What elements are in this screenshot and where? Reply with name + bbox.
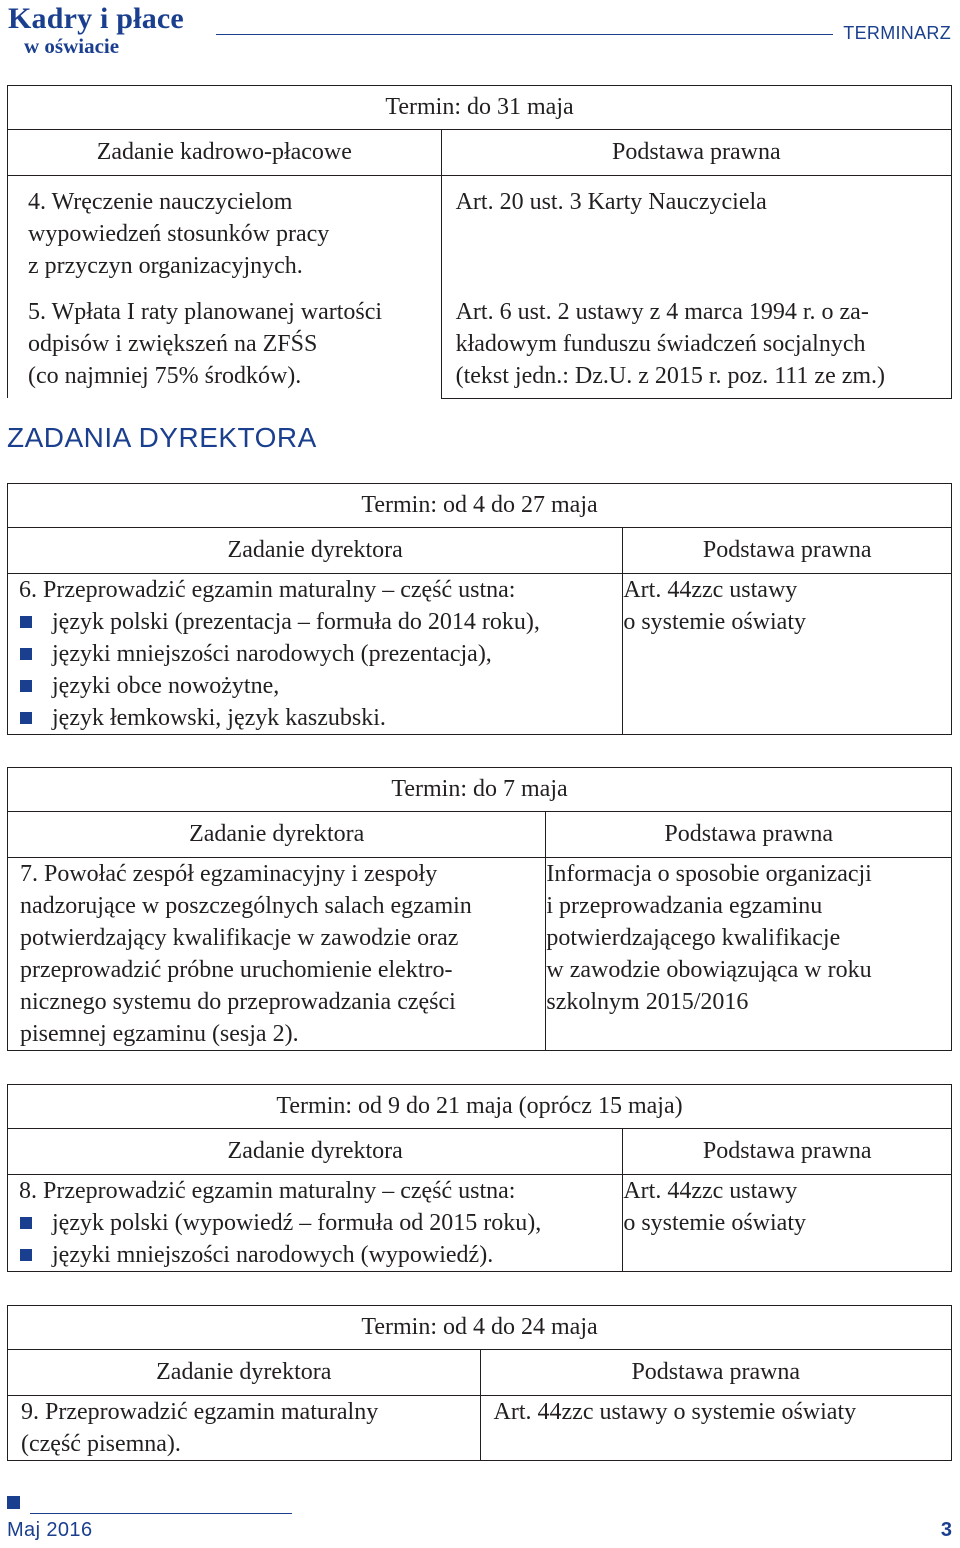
task-line: potwierdzający kwalifikacje w zawodzie oraz	[20, 925, 459, 951]
page-number: 3	[940, 1519, 952, 1541]
legal-basis-cell	[546, 858, 952, 1051]
task-line: 4. Wręczenie nauczycielom	[28, 189, 293, 215]
column-header-legal-basis: Podstawa prawna	[623, 1129, 952, 1175]
legal-basis-line: o systemie oświaty	[623, 1210, 806, 1236]
task-line: nicznego systemu do przeprowadzania części	[20, 989, 456, 1015]
header-rule	[216, 34, 833, 35]
footer-rule	[30, 1513, 292, 1514]
column-header-task: Zadanie dyrektora	[8, 1129, 623, 1175]
column-header-legal-basis: Podstawa prawna	[441, 130, 951, 176]
column-header-legal-basis: Podstawa prawna	[480, 1350, 951, 1396]
list-item: języki mniejszości narodowych (wypowiedź).	[19, 1239, 622, 1271]
task-line: 7. Powołać zespół egzaminacyjny i zespoły	[20, 861, 438, 887]
task-line: pisemnej egzaminu (sesja 2).	[20, 1021, 299, 1047]
legal-basis-line: (tekst jedn.: Dz.U. z 2015 r. poz. 111 ze zm.)	[455, 363, 886, 389]
task-line: wypowiedzeń stosunków pracy	[28, 221, 330, 247]
deadline-header: Termin: do 31 maja	[8, 86, 952, 130]
list-item: język łemkowski, język kaszubski.	[19, 702, 622, 734]
legal-basis-line: Art. 44zzc ustawy	[623, 1178, 798, 1204]
magazine-logo-title: Kadry i płace	[8, 2, 184, 35]
column-header-task: Zadanie dyrektora	[8, 812, 546, 858]
legal-basis-line: w zawodzie obowiązująca w roku	[546, 957, 872, 983]
legal-basis-cell	[623, 574, 952, 735]
column-header-legal-basis: Podstawa prawna	[623, 528, 952, 574]
magazine-logo-subtitle: w oświacie	[24, 34, 120, 58]
column-header-legal-basis: Podstawa prawna	[546, 812, 952, 858]
task-cell	[8, 1396, 481, 1461]
footer-square-icon	[7, 1496, 20, 1509]
exam-list	[19, 606, 622, 734]
deadline-header: Termin: od 4 do 24 maja	[8, 1306, 952, 1350]
legal-basis-line: o systemie oświaty	[623, 609, 806, 635]
task-line: odpisów i zwiększeń na ZFŚS	[28, 331, 318, 357]
task-line: (część pisemna).	[21, 1431, 181, 1457]
task-cell	[8, 176, 442, 399]
list-item: język polski (prezentacja – formuła do 2014 roku),	[19, 606, 622, 638]
legal-basis-line: kładowym funduszu świadczeń socjalnych	[455, 331, 866, 357]
task-line: z przyczyn organizacyjnych.	[28, 253, 303, 279]
legal-basis-line: potwierdzającego kwalifikacje	[546, 925, 841, 951]
legal-basis-line: szkolnym 2015/2016	[546, 989, 749, 1015]
list-item: języki mniejszości narodowych (prezentacja),	[19, 638, 622, 670]
legal-basis-line: Informacja o sposobie organizacji	[546, 861, 872, 887]
legal-basis-line: Art. 6 ust. 2 ustawy z 4 marca 1994 r. o za-	[455, 299, 869, 325]
deadline-header: Termin: od 4 do 27 maja	[8, 484, 952, 528]
task-line: nadzorujące w poszczególnych salach egzamin	[20, 893, 472, 919]
schedule-table-oral-exam-2	[7, 1084, 952, 1272]
legal-basis-line: Art. 44zzc ustawy o systemie oświaty	[493, 1399, 857, 1425]
task-cell	[8, 574, 623, 735]
task-intro: 8. Przeprowadzić egzamin maturalny – część ustna:	[19, 1178, 516, 1204]
column-header-task: Zadanie dyrektora	[8, 1350, 481, 1396]
legal-basis-cell	[480, 1396, 951, 1461]
issue-date: Maj 2016	[7, 1519, 93, 1541]
legal-basis-cell	[623, 1175, 952, 1272]
deadline-header: Termin: od 9 do 21 maja (oprócz 15 maja)	[8, 1085, 952, 1129]
section-title: ZADANIA DYREKTORA	[7, 422, 317, 453]
section-name: TERMINARZ	[843, 23, 951, 43]
deadline-header: Termin: do 7 maja	[8, 768, 952, 812]
legal-basis-line: Art. 44zzc ustawy	[623, 577, 798, 603]
list-item: język polski (wypowiedź – formuła od 2015 roku),	[19, 1207, 622, 1239]
column-header-task: Zadanie dyrektora	[8, 528, 623, 574]
task-cell	[8, 858, 546, 1051]
exam-list	[19, 1207, 622, 1271]
task-line: (co najmniej 75% środków).	[28, 363, 302, 389]
task-cell	[8, 1175, 623, 1272]
legal-basis-line: Art. 20 ust. 3 Karty Nauczyciela	[455, 189, 767, 215]
list-item: języki obce nowożytne,	[19, 670, 622, 702]
task-line: 5. Wpłata I raty planowanej wartości	[28, 299, 383, 325]
column-header-task: Zadanie kadrowo-płacowe	[8, 130, 442, 176]
schedule-table-written-exam	[7, 1305, 952, 1461]
schedule-table-vocational-exam	[7, 767, 952, 1051]
task-line: przeprowadzić próbne uruchomienie elektro-	[20, 957, 453, 983]
legal-basis-cell	[441, 176, 951, 399]
task-intro: 6. Przeprowadzić egzamin maturalny – część ustna:	[19, 577, 516, 603]
legal-basis-line: i przeprowadzania egzaminu	[546, 893, 823, 919]
schedule-table-payroll	[7, 85, 952, 399]
task-line: 9. Przeprowadzić egzamin maturalny	[21, 1399, 379, 1425]
schedule-table-oral-exam	[7, 483, 952, 735]
